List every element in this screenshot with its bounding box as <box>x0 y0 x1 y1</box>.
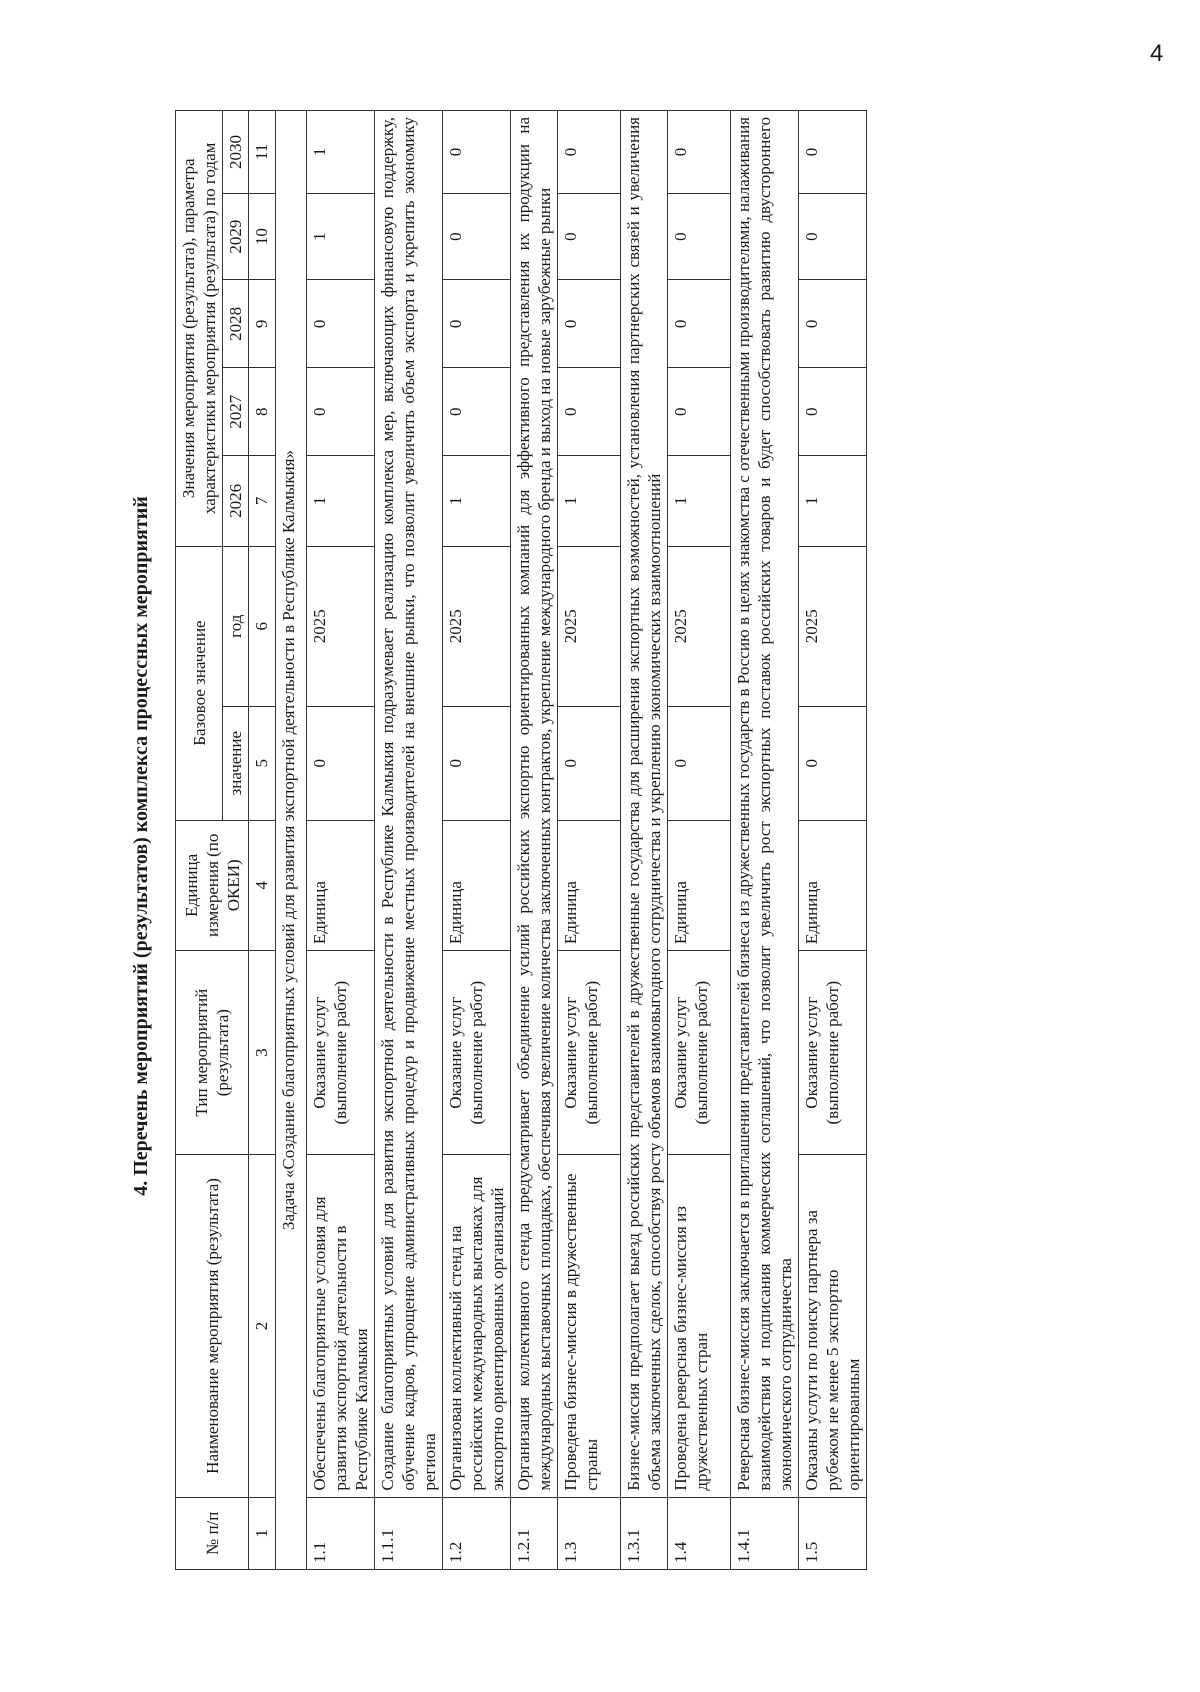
year-value: 0 <box>799 111 867 194</box>
header-name: Наименование мероприятия (результата) <box>176 1155 249 1497</box>
year-value: 0 <box>443 280 511 368</box>
year-value: 1 <box>307 456 375 546</box>
base-year: 2025 <box>668 546 731 706</box>
measure-name: Организован коллективный стенд на российских международных выставках для экспортно ориентированных организаций <box>443 1155 511 1497</box>
column-number: 5 <box>249 706 276 820</box>
year-value: 0 <box>307 280 375 368</box>
document-title: 4. Перечень мероприятий (результатов) комплекса процессных мероприятий <box>130 496 152 1196</box>
description-row <box>621 111 668 1570</box>
column-number: 2 <box>249 1155 276 1497</box>
measure-type: Оказание услуг (выполнение работ) <box>307 951 375 1155</box>
base-year: 2025 <box>558 546 621 706</box>
header-year: 2027 <box>223 368 249 456</box>
year-value: 0 <box>799 280 867 368</box>
measure-name: Проведена реверсная бизнес-миссия из дружественных стран <box>668 1155 731 1497</box>
year-value: 0 <box>799 193 867 280</box>
year-value: 1 <box>799 456 867 546</box>
measure-type: Оказание услуг (выполнение работ) <box>799 951 867 1155</box>
column-number: 4 <box>249 820 276 951</box>
header-year: 2028 <box>223 280 249 368</box>
measure-row <box>558 111 621 1570</box>
year-value: 0 <box>668 280 731 368</box>
year-value: 0 <box>443 193 511 280</box>
column-number: 10 <box>249 193 276 280</box>
description-row <box>731 111 799 1570</box>
header-row-1 <box>176 111 223 1570</box>
year-value: 0 <box>443 368 511 456</box>
header-base-year: год <box>223 546 249 706</box>
measure-unit: Единица <box>799 820 867 951</box>
row-number: 1.4 <box>668 1497 731 1569</box>
year-value: 1 <box>307 193 375 280</box>
header-years-group: Значения мероприятия (результата), параметра характеристики мероприятия (результата) по годам <box>176 111 223 547</box>
measure-unit: Единица <box>443 820 511 951</box>
measure-row <box>668 111 731 1570</box>
header-unit: Единица измерения (по ОКЕИ) <box>176 820 249 951</box>
year-value: 0 <box>558 193 621 280</box>
header-num: № п/п <box>176 1497 249 1569</box>
column-number: 8 <box>249 368 276 456</box>
page-number: 4 <box>1150 40 1164 67</box>
header-type: Тип мероприятий (результата) <box>176 951 249 1155</box>
year-value: 0 <box>558 280 621 368</box>
base-value: 0 <box>668 706 731 820</box>
year-value: 0 <box>668 193 731 280</box>
column-number: 11 <box>249 111 276 194</box>
header-year: 2029 <box>223 193 249 280</box>
row-number: 1.2 <box>443 1497 511 1569</box>
column-number: 7 <box>249 456 276 546</box>
year-value: 0 <box>668 368 731 456</box>
measure-unit: Единица <box>668 820 731 951</box>
row-number: 1.3.1 <box>621 1497 668 1569</box>
measure-unit: Единица <box>558 820 621 951</box>
measures-table <box>175 110 867 1570</box>
base-year: 2025 <box>307 546 375 706</box>
measure-name: Проведена бизнес-миссия в дружественные страны <box>558 1155 621 1497</box>
year-value: 1 <box>307 111 375 194</box>
description-text: Бизнес-миссия предполагает выезд российских представителей в дружественные государства для расширения экспортных возможностей, установления партнерских связей и увеличения объема заключенных сделок, способствуя росту объемов взаимовыгодного сотрудничества и укреплению экономических взаимоотношений <box>621 111 668 1498</box>
description-text: Реверсная бизнес-миссия заключается в приглашении представителей бизнеса из дружественных государств в Россию в целях знакомства с отечественными производителями, налаживания взаимодействия и подписания коммерческих соглашений, что позволит увеличить рост экспортных поставок российских товаров и будет способствовать развитию двустороннего экономического сотрудничества <box>731 111 799 1498</box>
base-value: 0 <box>307 706 375 820</box>
header-base: Базовое значение <box>176 546 223 820</box>
year-value: 0 <box>307 368 375 456</box>
year-value: 0 <box>558 111 621 194</box>
row-number: 1.3 <box>558 1497 621 1569</box>
row-number: 1.1 <box>307 1497 375 1569</box>
year-value: 1 <box>558 456 621 546</box>
measure-row <box>443 111 511 1570</box>
measure-name: Обеспечены благоприятные условия для развития экспортной деятельности в Республике Калмыкия <box>307 1155 375 1497</box>
task-text: Задача «Создание благоприятных условий для развития экспортной деятельности в Республике Калмыкия» <box>276 111 307 1570</box>
column-number: 3 <box>249 951 276 1155</box>
header-year: 2026 <box>223 456 249 546</box>
column-numbers-row <box>249 111 276 1570</box>
column-number: 9 <box>249 280 276 368</box>
description-text: Организация коллективного стенда предусматривает объединение усилий российских экспортно ориентированных компаний для эффективного представления их продукции на международных выставочных площадках, обеспечивая увеличение количества заключенных контрактов, укрепление международного бренда и выход на новые зарубежные рынки <box>511 111 558 1498</box>
header-base-value: значение <box>223 706 249 820</box>
base-value: 0 <box>558 706 621 820</box>
row-number: 1.2.1 <box>511 1497 558 1569</box>
measure-type: Оказание услуг (выполнение работ) <box>668 951 731 1155</box>
base-value: 0 <box>443 706 511 820</box>
measure-type: Оказание услуг (выполнение работ) <box>443 951 511 1155</box>
measure-name: Оказаны услуги по поиску партнера за рубежом не менее 5 экспортно ориентированным <box>799 1155 867 1497</box>
measure-type: Оказание услуг (выполнение работ) <box>558 951 621 1155</box>
base-year: 2025 <box>443 546 511 706</box>
description-row <box>375 111 443 1570</box>
task-row <box>276 111 307 1570</box>
row-number: 1.4.1 <box>731 1497 799 1569</box>
description-row <box>511 111 558 1570</box>
year-value: 1 <box>443 456 511 546</box>
year-value: 1 <box>668 456 731 546</box>
row-number: 1.1.1 <box>375 1497 443 1569</box>
year-value: 0 <box>558 368 621 456</box>
base-year: 2025 <box>799 546 867 706</box>
base-value: 0 <box>799 706 867 820</box>
measure-unit: Единица <box>307 820 375 951</box>
column-number: 6 <box>249 546 276 706</box>
column-number: 1 <box>249 1497 276 1569</box>
year-value: 0 <box>799 368 867 456</box>
header-year: 2030 <box>223 111 249 194</box>
year-value: 0 <box>443 111 511 194</box>
measure-row <box>307 111 375 1570</box>
row-number: 1.5 <box>799 1497 867 1569</box>
year-value: 0 <box>668 111 731 194</box>
measure-row <box>799 111 867 1570</box>
description-text: Создание благоприятных условий для развития экспортной деятельности в Республике Калмыкия подразумевает реализацию комплекса мер, включающих финансовую поддержку, обучение кадров, упрощение административных процедур и продвижение местных производителей на внешние рынки, что позволит увеличить объем экспорта и укрепить экономику региона <box>375 111 443 1498</box>
